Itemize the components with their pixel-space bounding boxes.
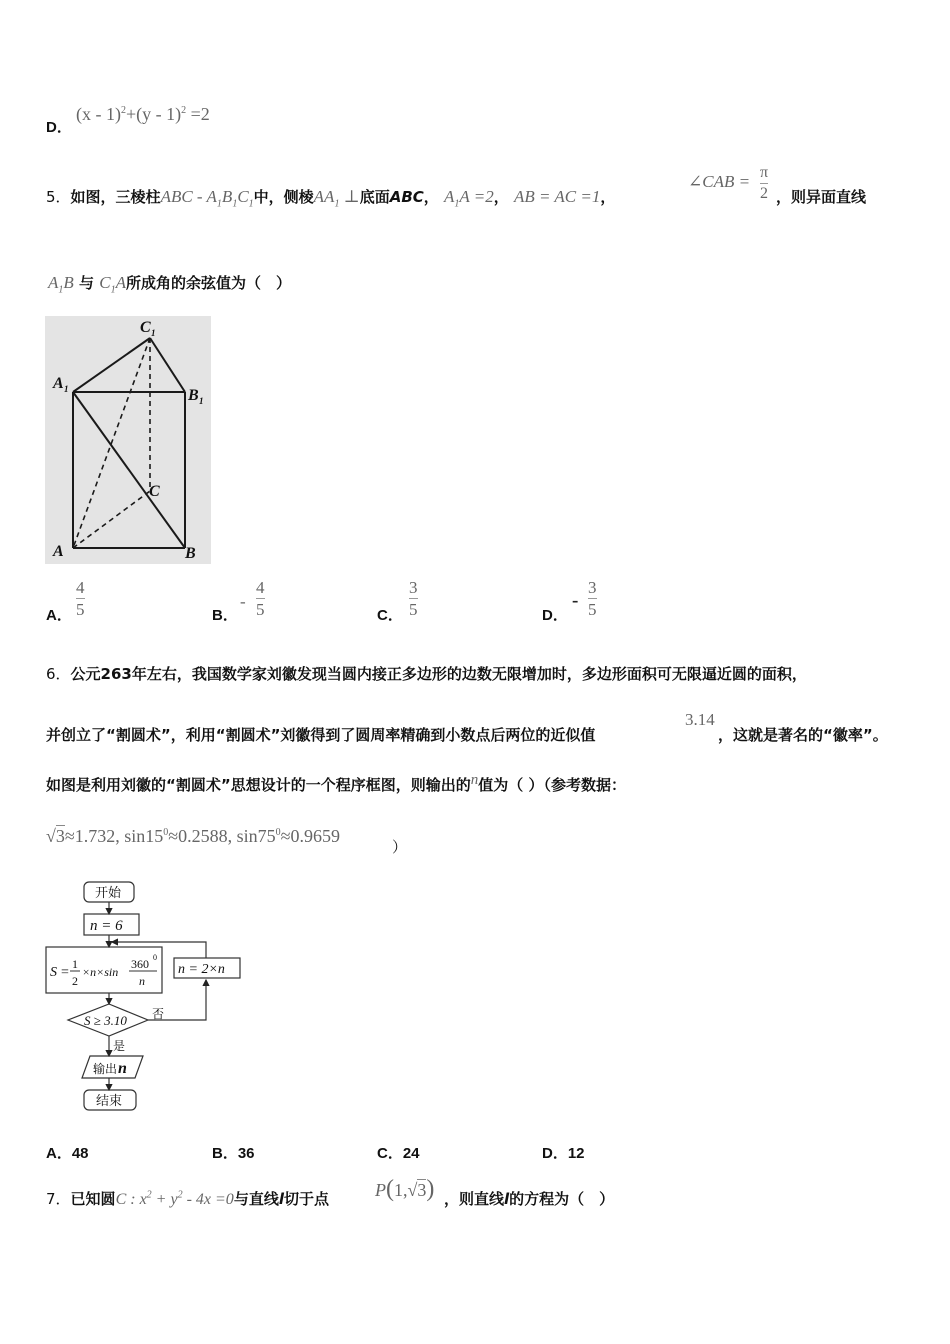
prism-name: ABC - $A_1B_1C_1$ xyxy=(160,187,254,210)
exponent: 2 xyxy=(181,105,187,116)
minus-sign: - xyxy=(572,590,579,611)
line-c1a: $C_1A$ xyxy=(99,273,126,296)
output-var: n xyxy=(118,1060,127,1077)
option-d-formula xyxy=(76,104,210,125)
base-name: ABC xyxy=(389,188,424,206)
q6-line3 xyxy=(46,774,626,795)
q7-text: 与直线 xyxy=(233,1190,279,1208)
q7-line1-end xyxy=(444,1188,614,1209)
q5-text: 中，侧棱 xyxy=(253,188,314,206)
flowchart xyxy=(40,876,260,1116)
formula-part: +(y - 1) xyxy=(125,104,182,124)
formula-part: =2 xyxy=(186,104,210,124)
q5-text: 所成角的余弦值为（ ） xyxy=(126,274,292,292)
prism-figure xyxy=(45,316,211,564)
label-sub: 1 xyxy=(151,328,156,338)
prev-option-d xyxy=(46,116,72,137)
option-b[interactable]: B．36 xyxy=(212,1145,255,1162)
angle-condition: ∠CAB = xyxy=(688,172,751,191)
degree-mark: 0 xyxy=(153,953,157,962)
option-c[interactable]: C．24 xyxy=(377,1145,420,1162)
q6-text: 如图是利用刘徽的“割圆术”思想设计的一个程序框图，则输出的 xyxy=(46,776,471,794)
q6-line1 xyxy=(46,663,807,684)
update-label: n = 2×n xyxy=(178,962,225,977)
q5-line2 xyxy=(48,272,291,295)
cond-label: S ≥ 3.10 xyxy=(84,1013,127,1028)
point-p: P(1,√3) xyxy=(375,1176,435,1202)
close-paren: ） xyxy=(392,838,408,856)
q6-text: 并创立了“割圆术”，利用“割圆术”刘徽得到了圆周率精确到小数点后两位的近似值 xyxy=(46,726,596,744)
reference-data: √3≈1.732, $\sin 15^0\approx 0.2588$, $\sin 75^0\approx 0.9659$ xyxy=(46,826,341,846)
label-sub: 1 xyxy=(64,384,69,394)
start-label: 开始 xyxy=(95,885,122,900)
formula-part: (x - 1) xyxy=(76,104,121,124)
q5-text: 与 xyxy=(79,274,95,292)
question-number: 5． xyxy=(46,188,71,206)
angle-num: 360 xyxy=(131,957,149,971)
q6-text: ，这就是著名的“徽率”。 xyxy=(718,726,888,744)
angle-den: n xyxy=(139,974,145,988)
label-c: C xyxy=(149,483,160,500)
fraction-denominator: 5 xyxy=(256,600,265,619)
q6-line2 xyxy=(46,724,595,745)
fraction-numerator: 4 xyxy=(76,578,85,597)
option-a[interactable]: A．48 xyxy=(46,1145,89,1162)
line-a1b: $A_1B$ xyxy=(48,273,74,296)
q5-text-end: ，则异面直线 xyxy=(776,188,867,206)
fraction-numerator: 4 xyxy=(256,578,265,597)
condition-2: AB = AC =1 xyxy=(513,187,601,206)
q7-text: 的方程为（ ） xyxy=(509,1190,615,1208)
fraction-denominator: 2 xyxy=(760,185,769,202)
formula-label: ×n×sin xyxy=(82,965,119,979)
q5-text: 如图，三棱柱 xyxy=(70,188,161,206)
q6-text: 值为（ ）（参考数据： xyxy=(478,776,626,794)
option-label: D． xyxy=(46,119,72,136)
eq-label: = xyxy=(61,965,69,980)
end-label: 结束 xyxy=(96,1093,123,1108)
line-l: l xyxy=(278,1190,284,1208)
q5-text: ， xyxy=(423,188,439,206)
circle-equation: C : $x^2 + y^2 - 4x =0$ xyxy=(115,1189,234,1208)
edge-name: $AA_1$ ⊥ xyxy=(313,187,360,210)
q7-text: ，则直线 xyxy=(444,1190,505,1208)
q7-line1 xyxy=(46,1188,329,1209)
var-n: n xyxy=(470,772,479,788)
fraction-denominator: 5 xyxy=(588,600,597,619)
fraction-numerator: 3 xyxy=(588,578,597,597)
q5-line1 xyxy=(46,186,615,209)
fraction-numerator: 3 xyxy=(409,578,418,597)
label-a1: A xyxy=(53,375,64,392)
approx-value: 3.14 xyxy=(685,710,715,729)
question-number: 7． xyxy=(46,1190,71,1208)
label-b: B xyxy=(185,545,196,562)
q5-options: A． $\frac{4}{5}$ B． - $\frac{4}{5}$ C． $\frac{3}{5}$ D． - $\frac{3}{5}$ xyxy=(46,578,597,624)
question-number: 6． xyxy=(46,665,71,683)
fraction-denominator: 5 xyxy=(76,600,85,619)
q5-text: 底面 xyxy=(359,188,390,206)
output-label: 输出 xyxy=(93,1062,118,1076)
q6-text: 公元263年左右，我国数学家刘徽发现当圆内接正多边形的边数无限增加时，多边形面积可无限逼近圆的面积， xyxy=(70,665,807,683)
line-l: l xyxy=(504,1190,510,1208)
q5-text: ， xyxy=(600,188,616,206)
no-label: 否 xyxy=(152,1007,165,1021)
s-label: S xyxy=(50,965,57,980)
angle-fraction xyxy=(760,164,768,202)
label-sub: 1 xyxy=(199,396,204,406)
label-a: A xyxy=(53,543,64,560)
q7-text: 切于点 xyxy=(283,1190,329,1208)
half-den: 2 xyxy=(72,974,78,988)
minus-sign: - xyxy=(240,592,246,611)
exponent: 2 xyxy=(120,105,126,116)
label-c1: C xyxy=(140,319,151,336)
label-b1: B xyxy=(188,387,199,404)
half-num: 1 xyxy=(72,957,78,971)
init-label: n = 6 xyxy=(90,918,123,934)
yes-label: 是 xyxy=(113,1039,126,1053)
fraction-denominator: 5 xyxy=(409,600,418,619)
q5-text: ， xyxy=(493,188,509,206)
fraction-numerator: π xyxy=(760,164,769,181)
q6-options xyxy=(46,1142,746,1164)
condition-1: $A_1A =2$ xyxy=(444,187,494,210)
q7-text: 已知圆 xyxy=(70,1190,116,1208)
option-d[interactable]: D．12 xyxy=(542,1145,585,1162)
